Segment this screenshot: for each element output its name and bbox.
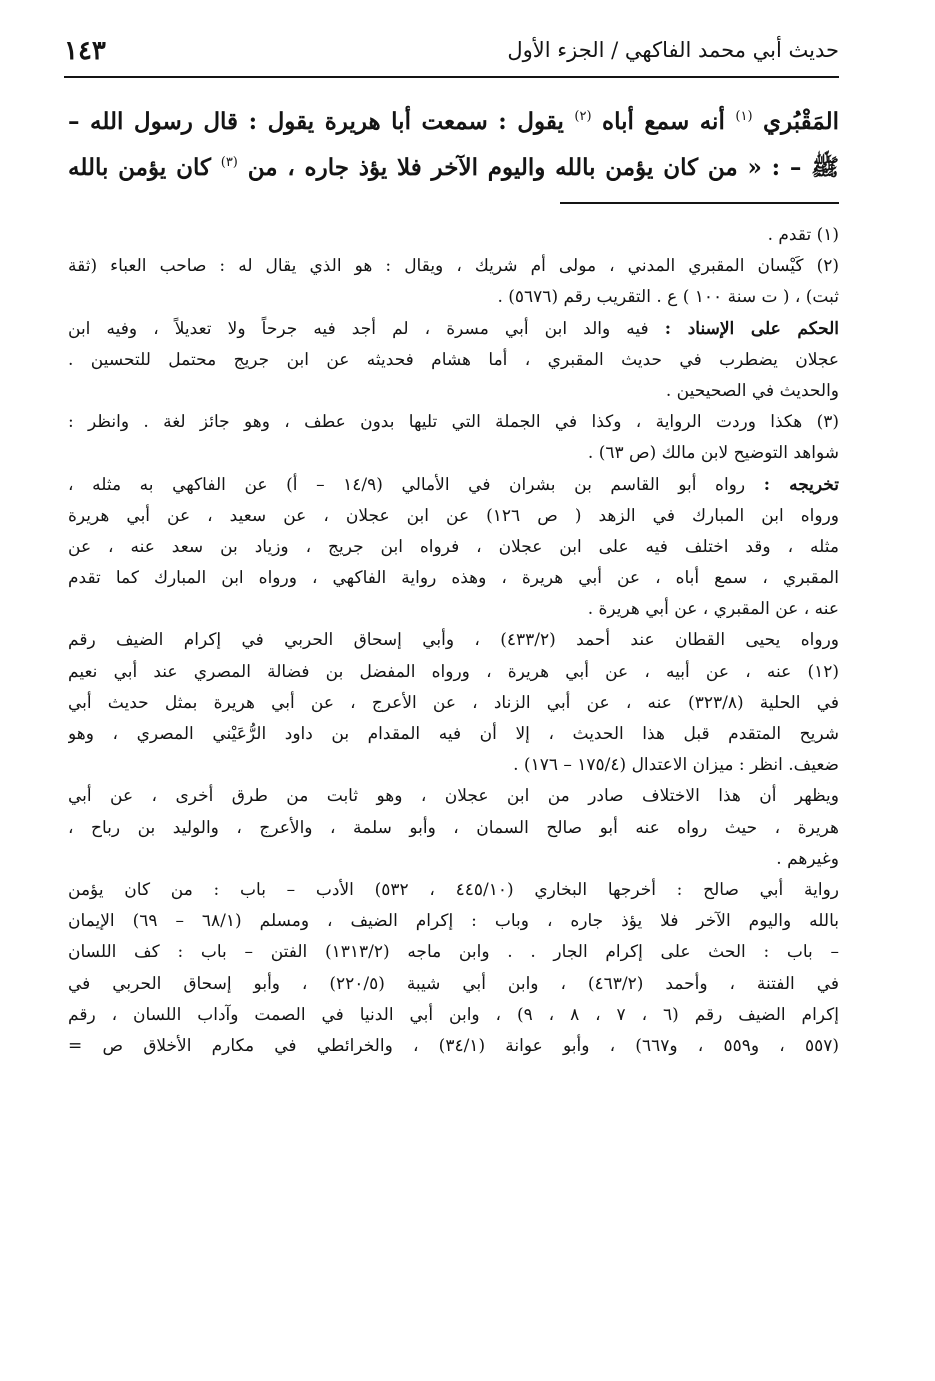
main-text-segment: أنه سمع أباه [602,108,725,135]
running-header [64,38,839,74]
main-text-segment: ﷺ – : « من كان يؤمن بالله واليوم الآخر فلا يؤذ جاره ، من [247,154,839,181]
main-line-2 [68,140,839,186]
footnote-separator [560,202,839,204]
footnote-ref-2: (٢) [574,109,592,124]
footnote-2-line: ثبت) ، ( ت سنة ١٠٠ ) ع . التقريب رقم (٥٦٧٦) . [497,287,839,308]
footnote-ref-1: (١) [735,109,753,124]
yazhar-line: ويظهر أن هذا الاختلاف صادر من ابن عجلان ، وهو ثابت من طرق أخرى ، عن أبي [68,786,839,807]
salih-line: – باب : الحث على إكرام الجار . . وابن ماجه (١٣١٣/٢) الفتن – باب : كف اللسان [68,942,839,963]
salih-line: إكرام الضيف رقم (٦ ، ٧ ، ٨ ، ٩) ، وابن أبي الدنيا في الصمت وآداب اللسان ، رقم [68,1004,839,1025]
qattan-line: ضعيف. انظر : ميزان الاعتدال (١٧٥/٤ – ١٧٦) . [513,755,839,776]
takhrij-line: المقبري ، سمع أباه ، عن أبي هريرة ، وهذه رواية الفاكهي ، ورواه ابن المبارك كما تقدم [68,568,839,589]
yazhar-line: هريرة ، حيث رواه عنه أبو صالح السمان ، وأبو سلمة ، والأعرج ، والوليد بن رباح ، [68,817,839,838]
qattan-line: (١٢) عنه ، عن أبيه ، عن أبي هريرة ، ورواه المفضل بن فضالة المصري عند أبي نعيم [68,661,839,682]
yazhar-line: وغيرهم . [776,848,839,869]
salih-line: (٥٥٧ ، و٥٥٩ ، و٦٦٧) ، وأبو عوانة (٣٤/١) ، والخرائطي في مكارم الأخلاق ص = [68,1035,839,1056]
footnote-3-line: (٣) هكذا وردت الرواية ، وكذا في الجملة التي تليها بدون عطف ، وهو جائز لغة . وانظر : [68,412,839,433]
salih-line: رواية أبي صالح : أخرجها البخاري (٤٤٥/١٠ ، ٥٣٢) الأدب – باب : من كان يؤمن [68,879,839,900]
footnote-1: (١) تقدم . [767,225,839,245]
isnad-line: عجلان يضطرب في حديث المقبري ، أما هشام فحديثه عن ابن جريج محتمل للتحسين . [68,349,839,370]
takhrij-line: مثله ، وقد اختلف فيه على ابن عجلان ، فرواه ابن جريج ، وزياد بن سعد عنه ، عن [68,536,839,557]
isnad-text: فيه والد ابن أبي مسرة ، لم أجد فيه جرحاً ولا تعديلاً ، وفيه ابن [68,318,649,339]
takhrij-line [68,470,839,501]
main-text-segment: كان يؤمن بالله [68,154,211,181]
header-rule [64,76,839,78]
main-line-1 [68,94,839,140]
takhrij-text: رواه أبو القاسم بن بشران في الأمالي (١٤/٩ – أ) عن الفاكهي به مثله ، [68,474,746,495]
page-number: ١٤٣ [64,36,106,66]
qattan-line: في الحلية (٣٢٣/٨) عنه ، عن أبي الزناد ، عن الأعرج ، عن أبي هريرة بمثل حديث أبي [68,692,839,713]
isnad-label: الحكم على الإسناد : [664,318,839,339]
footnote-2-line: (٢) كَيْسان المقبري المدني ، مولى أم شريك ، ويقال : هو الذي يقال له : صاحب العباء (ثقة [68,256,839,277]
running-title: حديث أبي محمد الفاكهي / الجزء الأول [507,38,839,62]
salih-line: بالله واليوم الآخر فلا يؤذ جاره ، وباب : إكرام الضيف ، ومسلم (٦٨/١ – ٦٩) الإيمان [68,911,839,932]
takhrij-line: عنه ، عن المقبري ، عن أبي هريرة . [587,599,839,620]
qattan-line: شريح المتقدم قبل هذا الحديث ، إلا أن فيه المقدام بن داود الرُّعَيْني المصري ، وهو [68,724,839,744]
salih-line: في الفتنة ، وأحمد (٤٦٣/٢) ، وابن أبي شيبة (٢٢٠/٥) ، وأبو إسحاق الحربي في [68,973,839,994]
isnad-judgment-line [68,314,839,345]
main-text-segment: المَقْبُري [763,108,839,135]
main-text [68,94,839,186]
footnote-3-line: شواهد التوضيح لابن مالك (ص ٦٣) . [587,443,839,464]
takhrij-label: تخريجه : [763,474,839,495]
isnad-line: والحديث في الصحيحين . [665,380,839,401]
footnotes [68,220,839,1062]
main-text-segment: يقول : سمعت أبا هريرة يقول : قال رسول الله – [68,108,564,135]
takhrij-line: ورواه ابن المبارك في الزهد ( ص ١٢٦) عن ابن عجلان ، عن سعيد ، عن أبي هريرة [68,505,839,526]
footnote-ref-3: (٣) [220,155,238,170]
qattan-line: ورواه يحيى القطان عند أحمد (٤٣٣/٢) ، وأبي إسحاق الحربي في إكرام الضيف رقم [68,630,839,651]
